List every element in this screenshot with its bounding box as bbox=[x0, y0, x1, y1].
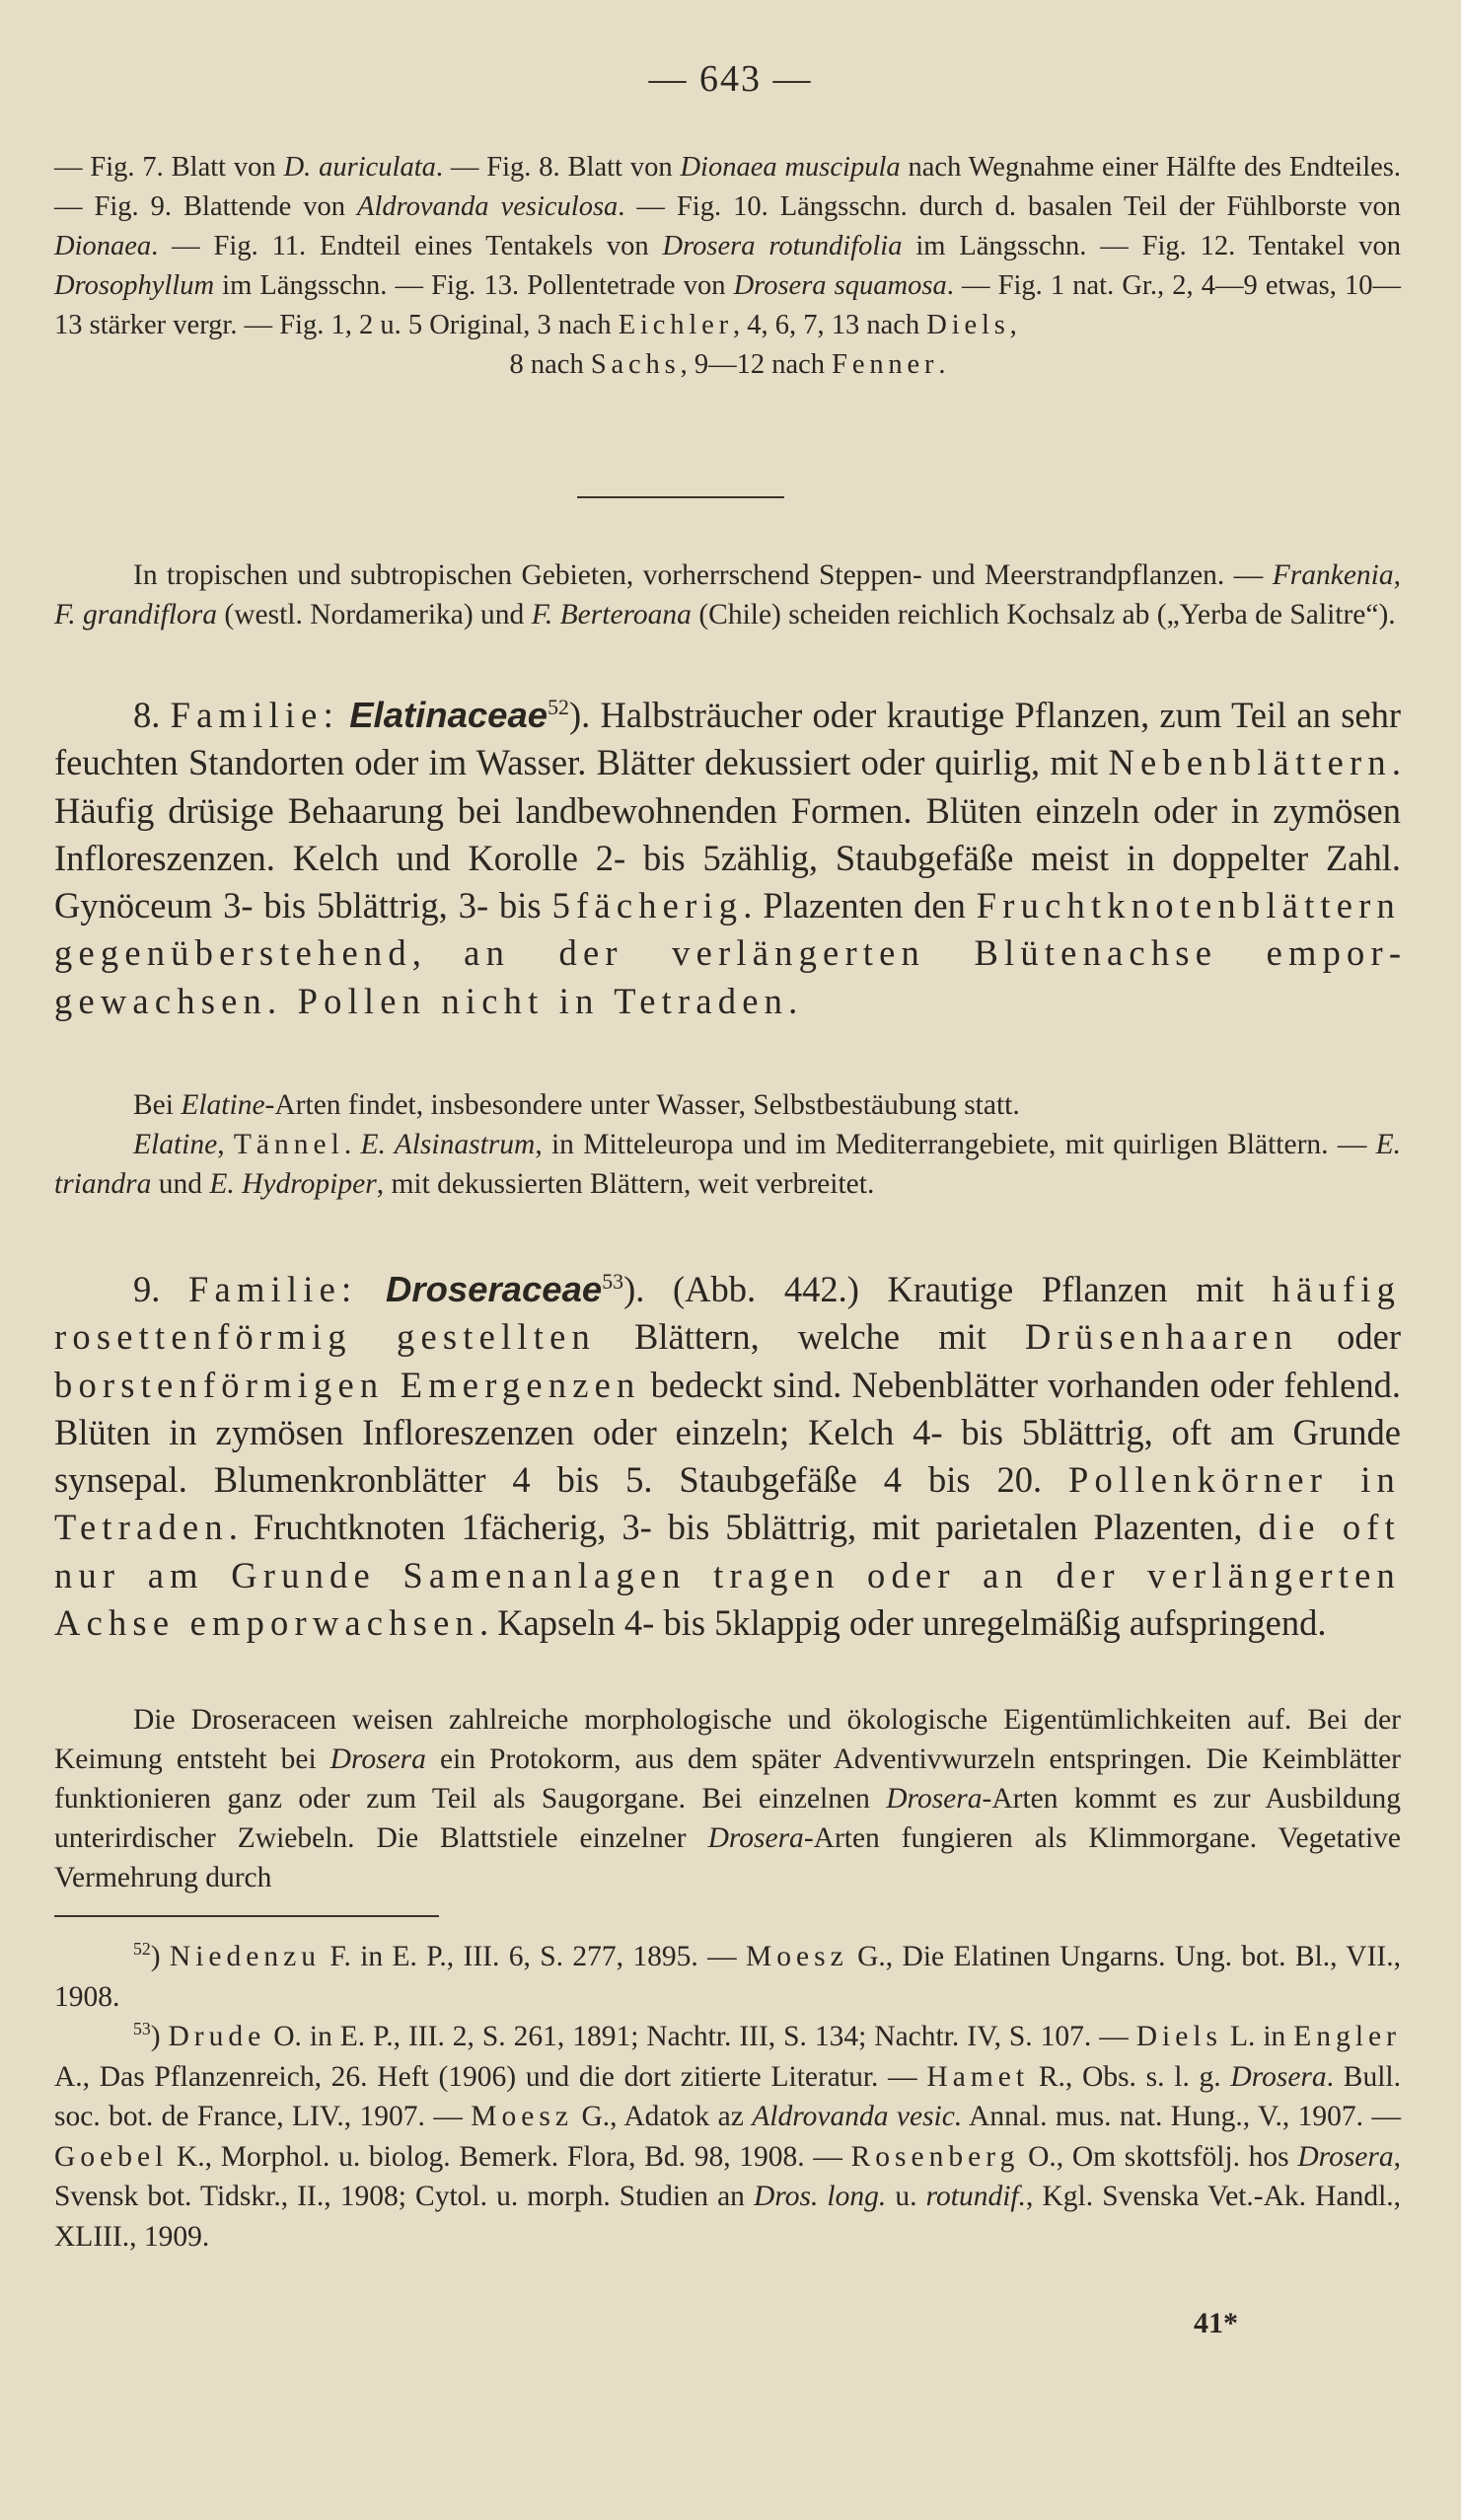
taxon: Frankenia, F. grandiflora bbox=[54, 559, 1401, 630]
figure-caption bbox=[54, 148, 1401, 385]
footnote-divider bbox=[54, 1915, 439, 1917]
text: ein Protokorm, aus dem später Adventivwurzeln entspringen. Die Keimblätter funktionieren ganz oder zum Teil als Saugorgane. Bei einzelnen bbox=[54, 1743, 1401, 1815]
taxon: E. triandra bbox=[54, 1129, 1402, 1200]
text: L. in bbox=[1222, 2021, 1294, 2052]
text: A., Das Pflanzenreich, 26. Heft (1906) und die dort zitierte Literatur. — bbox=[54, 2060, 927, 2093]
caption-text: im Längsschn. — Fig. 13. Pollentetrade von bbox=[214, 270, 734, 301]
text: u. bbox=[886, 2181, 926, 2212]
text: . Häufig drüsige Behaarung bei landbewohnenden Formen. Blüten einzeln oder in zymösen Infloreszenzen. Kelch und Korolle 2- bis 5zählig, Staubgefäße meist in doppelter Zahl. Gynöceum 3- bis 5blättrig, 3- bis bbox=[54, 742, 1401, 926]
author: Drude bbox=[168, 2021, 266, 2052]
text: bedeckt sind. Nebenblätter vorhanden oder fehlend. Blüten in zymösen Infloreszenzen oder einzeln; Kelch 4- bis 5blättrig, oft am Grunde synsepal. Blumenkronblätter 4 bis 5. Staubgefäße 4 bis 20. bbox=[54, 1364, 1401, 1501]
elatine-paragraph bbox=[54, 1085, 1401, 1204]
footnotes bbox=[54, 1937, 1401, 2257]
caption-text: , 9—12 nach bbox=[680, 349, 833, 380]
text: In tropischen und subtropischen Gebieten, vorherrschend Steppen- und Meerstrandpflanzen. — bbox=[133, 559, 1273, 591]
caption-taxon: Drosophyllum bbox=[54, 270, 215, 301]
author: Rosenberg bbox=[850, 2140, 1020, 2173]
caption-taxon: D. auriculata bbox=[283, 152, 436, 183]
caption-author: Sachs bbox=[590, 349, 681, 380]
caption-author: Fenner bbox=[832, 349, 939, 380]
text: (westl. Nordamerika) und bbox=[217, 599, 532, 630]
author: Hamet bbox=[926, 2060, 1030, 2093]
caption-text: im Längsschn. — Fig. 12. Tentakel von bbox=[902, 231, 1401, 261]
text: Blättern, welche mit bbox=[595, 1316, 1025, 1358]
family-name: Elatinaceae bbox=[349, 695, 548, 735]
emphasis: 5fächerig bbox=[551, 885, 744, 926]
footnote-number: 53 bbox=[133, 2019, 151, 2039]
family-label: Familie: bbox=[188, 1269, 358, 1309]
author: Niedenzu bbox=[169, 1941, 322, 1972]
text: G., Die Elatinen Ungarns. Ung. bot. Bl., VII., 1908. bbox=[54, 1941, 1402, 2013]
text: . bbox=[343, 1129, 361, 1160]
text: , bbox=[217, 1129, 234, 1160]
author: Moesz bbox=[471, 2101, 574, 2132]
page-number: — 643 — bbox=[648, 58, 813, 100]
caption-text: . bbox=[938, 349, 946, 380]
text: O., Om skottsfölj. hos bbox=[1019, 2140, 1298, 2173]
taxon: E. Hydropiper bbox=[209, 1168, 377, 1200]
text: F. in E. P., III. 6, S. 277, 1895. — bbox=[321, 1941, 747, 1972]
caption-author: Diels bbox=[926, 310, 1010, 340]
emphasis: an der verlängerten Blütenachse emporgewachsen. Pollen nicht in Tetraden bbox=[54, 932, 1401, 1021]
text: . Bull. soc. bot. de France, LIV., 1907. — bbox=[54, 2060, 1401, 2132]
text: . Plazenten den bbox=[743, 885, 977, 926]
taxon: Dros. long. bbox=[754, 2181, 887, 2212]
footnote-ref: 53 bbox=[602, 1268, 624, 1294]
caption-last-line bbox=[54, 345, 1401, 385]
family-label: Familie: bbox=[170, 695, 339, 735]
section-divider bbox=[577, 496, 784, 498]
text: K., Morphol. u. biolog. Bemerk. Flora, Bd. 98, 1908. — bbox=[168, 2140, 851, 2173]
taxon: Drosera bbox=[707, 1822, 804, 1854]
caption-text: — Fig. 7. Blatt von bbox=[54, 152, 284, 183]
author: Moesz bbox=[746, 1941, 848, 1972]
text: (Chile) scheiden reichlich Kochsalz ab („Yerba de Salitre“). bbox=[691, 599, 1396, 630]
caption-text: 8 nach bbox=[509, 349, 591, 380]
taxon: Elatine bbox=[133, 1129, 218, 1160]
emphasis: Nebenblättern bbox=[1108, 742, 1392, 783]
emphasis: Drüsenhaaren bbox=[1024, 1316, 1299, 1358]
text: Bei bbox=[133, 1089, 182, 1121]
footnote-number: 52 bbox=[133, 1939, 151, 1960]
common-name: Tännel bbox=[233, 1129, 344, 1160]
family-8-paragraph bbox=[54, 692, 1401, 1025]
taxon: Drosera bbox=[329, 1743, 426, 1775]
text: -Arten findet, insbesondere unter Wasser, Selbstbestäubung statt. bbox=[264, 1089, 1020, 1121]
taxon: E. Alsinastrum bbox=[360, 1129, 536, 1160]
caption-taxon: Dionaea muscipula bbox=[680, 152, 901, 183]
intro-paragraph bbox=[54, 556, 1401, 634]
emphasis: die oft nur am Grunde Samenanlagen tragen oder an der verlängerten Achse emporwachsen bbox=[54, 1507, 1401, 1644]
text: , in Mitteleuropa und im Mediterrangebiete, mit quirligen Blättern. — bbox=[535, 1129, 1376, 1160]
text: R., Obs. s. l. g. bbox=[1029, 2060, 1231, 2093]
emphasis: häufig rosettenförmig gestellten bbox=[54, 1269, 1402, 1358]
droseraceae-paragraph bbox=[54, 1700, 1401, 1897]
caption-taxon: Drosera squamosa bbox=[733, 270, 947, 301]
taxon: Drosera bbox=[886, 1783, 983, 1815]
caption-taxon: Drosera rotundifolia bbox=[662, 231, 903, 261]
footnote-52 bbox=[54, 1937, 1401, 2017]
family-name: Droseraceae bbox=[386, 1269, 603, 1309]
text: oder bbox=[1298, 1316, 1401, 1358]
caption-text: . — Fig. 11. Endteil eines Tentakels von bbox=[151, 231, 663, 261]
emphasis: Fruchtknotenblättern gegenüberstehend bbox=[54, 885, 1401, 974]
taxon: rotundif. bbox=[925, 2181, 1026, 2212]
text: Annal. mus. nat. Hung., V., 1907. — bbox=[962, 2101, 1401, 2132]
caption-text: , bbox=[1009, 310, 1017, 340]
taxon: F. Berteroana bbox=[531, 599, 692, 630]
text: Die Droseraceen weisen zahlreiche morphologische und ökologische Eigentümlichkeiten auf. Bei der Keimung entsteht bei bbox=[54, 1704, 1401, 1775]
caption-text: . — Fig. 1 nat. Gr., 2, 4—9 etwas, 10—13 stärker vergr. — Fig. 1, 2 u. 5 Original, 3 nach bbox=[54, 270, 1402, 340]
text: ) bbox=[150, 2021, 169, 2052]
text: . bbox=[788, 980, 798, 1021]
footnote-53 bbox=[54, 2017, 1401, 2257]
caption-text: , 4, 6, 7, 13 nach bbox=[732, 310, 927, 340]
taxon: Drosera bbox=[1297, 2140, 1394, 2173]
text: G., Adatok az bbox=[573, 2101, 753, 2132]
taxon: Drosera bbox=[1230, 2060, 1327, 2093]
text: . Fruchtknoten 1fächerig, 3- bis 5blättrig, mit parietalen Plazenten, bbox=[228, 1507, 1259, 1548]
text: . Kapseln 4- bis 5klappig oder unregelmäßig aufspringend. bbox=[478, 1602, 1327, 1644]
caption-text: . — Fig. 8. Blatt von bbox=[435, 152, 681, 183]
taxon: Aldrovanda vesic. bbox=[752, 2101, 963, 2132]
text: O. in E. P., III. 2, S. 261, 1891; Nachtr. III, S. 134; Nachtr. IV, S. 107. — bbox=[265, 2021, 1136, 2052]
text: , bbox=[411, 932, 465, 974]
text: ). Halbsträucher oder krautige Pflanzen, zum Teil an sehr feuchten Standorten oder im Wasser. Blätter dekussiert oder quirlig, mit bbox=[54, 695, 1402, 783]
caption-text: . — Fig. 10. Längsschn. durch d. basalen Teil der Fühlborste von bbox=[618, 191, 1401, 222]
text: ) bbox=[150, 1941, 170, 1972]
caption-text: nach Wegnahme einer Hälfte des Endteiles. — Fig. 9. Blattende von bbox=[54, 152, 1401, 222]
footnote-ref: 52 bbox=[548, 694, 569, 719]
signature-mark: 41* bbox=[1194, 2307, 1238, 2339]
text: und bbox=[151, 1168, 210, 1200]
text: -Arten fungieren als Klimmorgane. Vegetative Vermehrung durch bbox=[54, 1822, 1401, 1893]
emphasis: borstenförmigen Emergenzen bbox=[54, 1364, 641, 1405]
author: Goebel bbox=[54, 2140, 169, 2173]
family-number: 8. bbox=[133, 695, 171, 735]
caption-taxon: Aldrovanda vesiculosa bbox=[357, 191, 619, 222]
text: , Kgl. Svenska Vet.-Ak. Handl., XLIII., 1909. bbox=[54, 2181, 1402, 2253]
caption-taxon: Dionaea bbox=[54, 231, 152, 261]
author: Diels bbox=[1135, 2021, 1223, 2052]
taxon: Elatine bbox=[181, 1089, 265, 1121]
text: ). (Abb. 442.) Krautige Pflanzen mit bbox=[623, 1269, 1273, 1309]
author: Engler bbox=[1293, 2021, 1401, 2052]
text: -Arten kommt es zur Ausbildung unterirdischer Zwiebeln. Die Blattstiele einzelner bbox=[54, 1783, 1401, 1854]
text: , mit dekussierten Blättern, weit verbreitet. bbox=[376, 1168, 875, 1200]
family-number: 9. bbox=[133, 1269, 189, 1309]
family-9-paragraph bbox=[54, 1266, 1401, 1647]
text: , Svensk bot. Tidskr., II., 1908; Cytol. u. morph. Studien an bbox=[54, 2140, 1401, 2212]
emphasis: Pollenkörner in Tetraden bbox=[54, 1459, 1401, 1548]
caption-author: Eichler bbox=[618, 310, 733, 340]
